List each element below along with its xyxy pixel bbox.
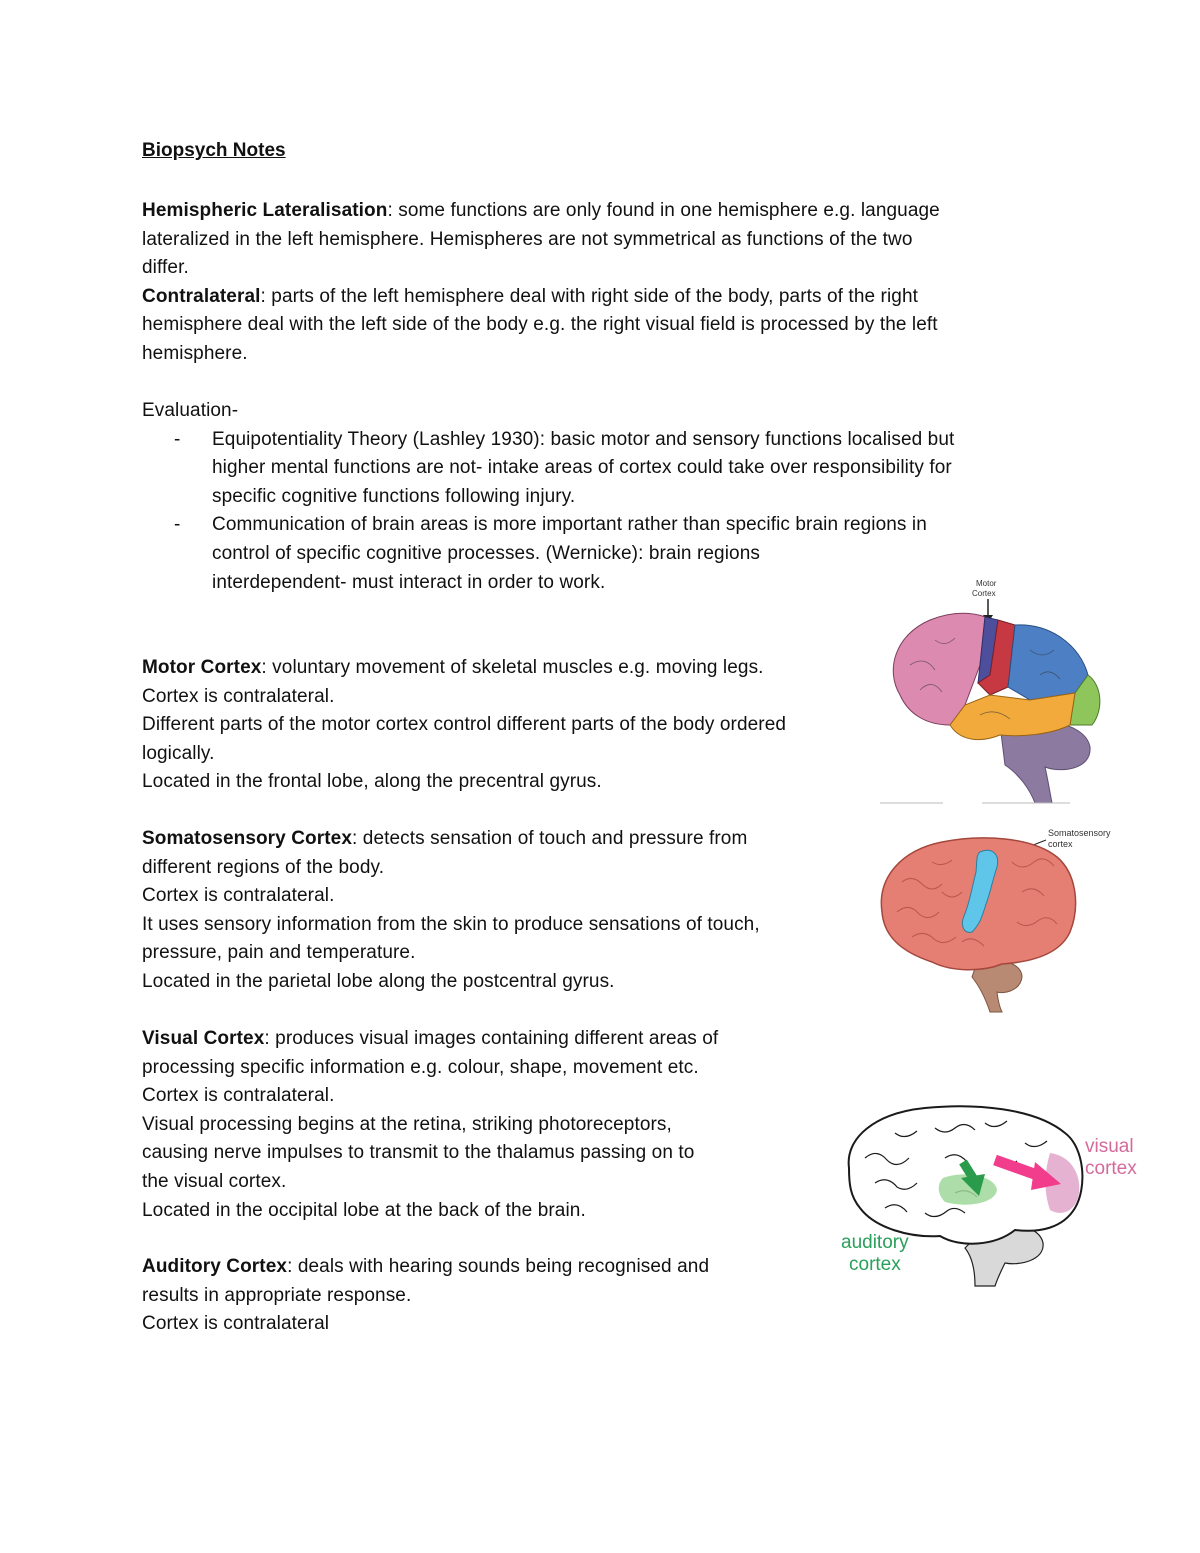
somato-label-line1: Somatosensory <box>1048 828 1111 838</box>
visual-line4: Visual processing begins at the retina, striking photoreceptors, <box>142 1113 672 1135</box>
motor-line1: : voluntary movement of skeletal muscles e.g. moving legs. <box>261 657 764 678</box>
auditory-line2: results in appropriate response. <box>142 1284 412 1306</box>
somato-line6: Located in the parietal lobe along the postcentral gyrus. <box>142 970 615 992</box>
hemispheric-line3: differ. <box>142 257 189 279</box>
visual-label-line2: cortex <box>1085 1158 1137 1179</box>
term-somatosensory: Somatosensory Cortex <box>142 828 353 849</box>
motor-label-line1: Motor <box>976 579 997 588</box>
visual-line2: processing specific information e.g. colour, shape, movement etc. <box>142 1056 699 1078</box>
bullet-1-line3: specific cognitive functions following injury. <box>212 485 576 507</box>
visual-line6: the visual cortex. <box>142 1170 287 1192</box>
auditory-label-line2: cortex <box>849 1254 901 1275</box>
brain-lobes-icon <box>880 575 1110 807</box>
brain-visual-auditory-icon <box>835 1098 1145 1288</box>
doc-title: Biopsych Notes <box>142 140 286 161</box>
term-hemispheric: Hemispheric Lateralisation <box>142 200 388 221</box>
motor-cortex-figure <box>880 575 1110 807</box>
somato-line1: : detects sensation of touch and pressure from <box>352 828 748 849</box>
motor-line2: Cortex is contralateral. <box>142 685 335 707</box>
motor-line4: logically. <box>142 742 215 764</box>
visual-line1: : produces visual images containing different areas of <box>264 1028 719 1049</box>
bullet-dash: - <box>174 514 181 536</box>
bullet-1-line2: higher mental functions are not- intake areas of cortex could take over responsibility for <box>212 457 952 479</box>
term-contralateral: Contralateral <box>142 285 261 307</box>
visual-line5: causing nerve impulses to transmit to the thalamus passing on to <box>142 1142 695 1164</box>
contralateral-line3: hemisphere. <box>142 342 248 364</box>
evaluation-bullet-1 <box>142 426 1072 512</box>
auditory-section <box>142 1253 822 1339</box>
auditory-line3: Cortex is contralateral <box>142 1313 330 1335</box>
bullet-dash: - <box>174 428 181 450</box>
somato-line5: pressure, pain and temperature. <box>142 942 416 964</box>
motor-section <box>142 654 882 797</box>
visual-line7: Located in the occipital lobe at the back of the brain. <box>142 1199 586 1221</box>
bullet-1-line1: Equipotentiality Theory (Lashley 1930): basic motor and sensory functions localised but <box>212 428 955 450</box>
bullet-2-line2: control of specific cognitive processes. (Wernicke): brain regions <box>212 542 760 564</box>
intro-section <box>142 197 1062 369</box>
term-motor: Motor Cortex <box>142 657 262 678</box>
hemispheric-line2: lateralized in the left hemisphere. Hemispheres are not symmetrical as functions of the two <box>142 228 913 250</box>
term-auditory: Auditory Cortex <box>142 1256 288 1277</box>
somatosensory-figure <box>872 822 1122 1014</box>
auditory-label-line1: auditory <box>841 1232 909 1253</box>
motor-line3: Different parts of the motor cortex control different parts of the body ordered <box>142 714 787 736</box>
somato-line3: Cortex is contralateral. <box>142 885 335 907</box>
auditory-line1: : deals with hearing sounds being recognised and <box>287 1256 710 1277</box>
visual-line3: Cortex is contralateral. <box>142 1085 335 1107</box>
bullet-2-line3: interdependent- must interact in order to work. <box>212 571 606 593</box>
visual-section <box>142 1025 822 1225</box>
somato-section <box>142 825 862 997</box>
hemispheric-line1: : some functions are only found in one hemisphere e.g. language <box>387 200 940 221</box>
somato-line2: different regions of the body. <box>142 856 385 878</box>
bullet-2-line1: Communication of brain areas is more important rather than specific brain regions in <box>212 514 927 536</box>
evaluation-section <box>142 397 1072 597</box>
evaluation-heading: Evaluation- <box>142 400 239 421</box>
visual-label-line1: visual <box>1085 1136 1134 1157</box>
somato-line4: It uses sensory information from the skin to produce sensations of touch, <box>142 913 760 935</box>
motor-label-line2: Cortex <box>972 589 996 598</box>
contralateral-line1: : parts of the left hemisphere deal with right side of the body, parts of the right <box>260 285 918 307</box>
brain-somatosensory-icon <box>872 822 1122 1014</box>
somato-label-line2: cortex <box>1048 839 1073 849</box>
visual-auditory-figure <box>835 1098 1145 1288</box>
term-visual: Visual Cortex <box>142 1028 265 1049</box>
motor-line5: Located in the frontal lobe, along the precentral gyrus. <box>142 771 602 793</box>
contralateral-line2: hemisphere deal with the left side of the body e.g. the right visual field is processed by the left <box>142 314 938 336</box>
